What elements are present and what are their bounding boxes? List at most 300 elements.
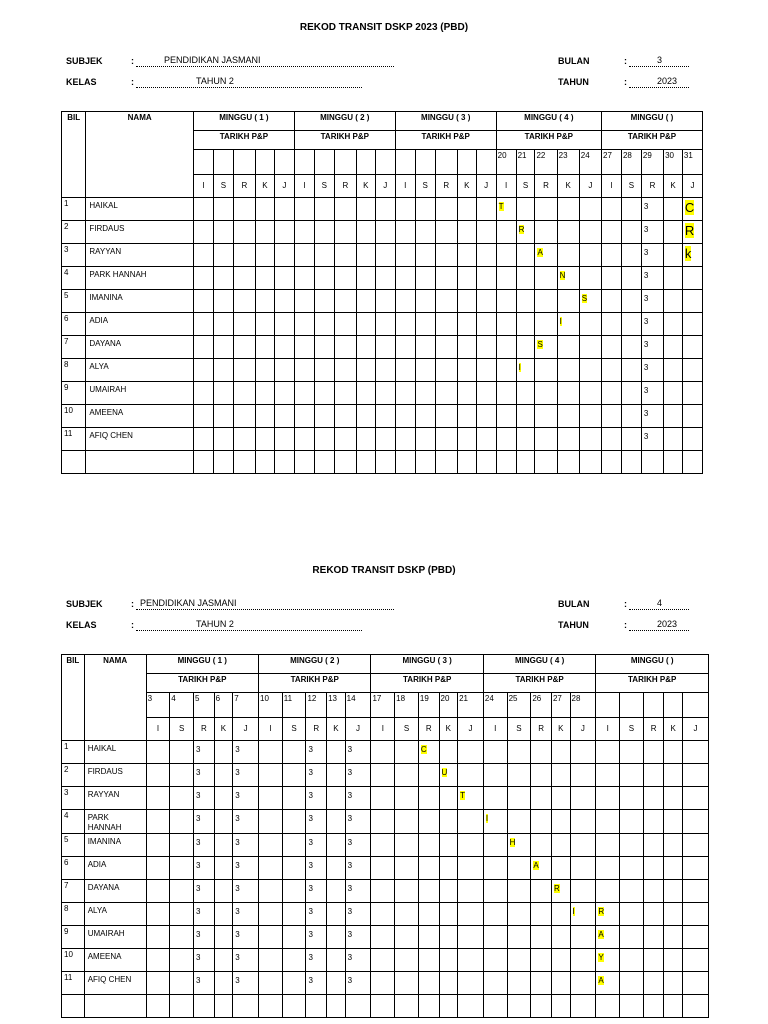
mark-cell[interactable] xyxy=(294,267,314,290)
mark-cell[interactable] xyxy=(213,382,233,405)
mark-cell[interactable] xyxy=(146,787,170,810)
mark-cell[interactable] xyxy=(621,382,641,405)
mark-cell[interactable] xyxy=(682,741,708,764)
mark-cell[interactable] xyxy=(507,741,531,764)
mark-cell[interactable] xyxy=(146,880,170,903)
mark-cell[interactable] xyxy=(395,244,415,267)
mark-cell[interactable] xyxy=(213,290,233,313)
mark-cell[interactable] xyxy=(327,949,346,972)
mark-cell[interactable] xyxy=(418,857,439,880)
mark-cell[interactable] xyxy=(334,221,356,244)
mark-cell[interactable] xyxy=(641,313,663,336)
empty-cell[interactable] xyxy=(664,451,683,474)
mark-cell[interactable] xyxy=(334,198,356,221)
mark-cell[interactable] xyxy=(418,972,439,995)
mark-cell[interactable] xyxy=(579,382,601,405)
mark-cell[interactable] xyxy=(457,313,476,336)
mark-cell[interactable] xyxy=(439,810,458,834)
mark-cell[interactable] xyxy=(439,903,458,926)
mark-cell[interactable] xyxy=(194,857,215,880)
mark-cell[interactable] xyxy=(371,903,395,926)
mark-cell[interactable] xyxy=(496,336,516,359)
mark-cell[interactable] xyxy=(193,290,213,313)
mark-cell[interactable] xyxy=(418,949,439,972)
mark-cell[interactable] xyxy=(233,290,255,313)
mark-cell[interactable] xyxy=(375,428,395,451)
mark-cell[interactable] xyxy=(345,972,371,995)
mark-cell[interactable] xyxy=(641,198,663,221)
mark-cell[interactable] xyxy=(664,764,683,787)
empty-cell[interactable] xyxy=(570,995,596,1018)
empty-cell[interactable] xyxy=(62,451,86,474)
mark-cell[interactable] xyxy=(457,198,476,221)
mark-cell[interactable] xyxy=(551,787,570,810)
mark-cell[interactable] xyxy=(641,405,663,428)
mark-cell[interactable] xyxy=(395,880,419,903)
mark-cell[interactable] xyxy=(531,972,552,995)
mark-cell[interactable] xyxy=(496,244,516,267)
mark-cell[interactable] xyxy=(334,244,356,267)
mark-cell[interactable] xyxy=(664,382,683,405)
mark-cell[interactable] xyxy=(621,405,641,428)
mark-cell[interactable] xyxy=(682,903,708,926)
mark-cell[interactable] xyxy=(327,926,346,949)
mark-cell[interactable] xyxy=(274,221,294,244)
mark-cell[interactable] xyxy=(214,764,233,787)
mark-cell[interactable] xyxy=(551,949,570,972)
mark-cell[interactable] xyxy=(570,741,596,764)
mark-cell[interactable] xyxy=(664,972,683,995)
mark-cell[interactable] xyxy=(682,834,708,857)
mark-cell[interactable] xyxy=(664,267,683,290)
mark-cell[interactable] xyxy=(193,405,213,428)
mark-cell[interactable] xyxy=(551,741,570,764)
empty-cell[interactable] xyxy=(214,995,233,1018)
mark-cell[interactable] xyxy=(170,764,194,787)
mark-cell[interactable] xyxy=(415,221,435,244)
mark-cell[interactable] xyxy=(418,834,439,857)
mark-cell[interactable] xyxy=(418,903,439,926)
mark-cell[interactable] xyxy=(146,834,170,857)
empty-cell[interactable] xyxy=(418,995,439,1018)
mark-cell[interactable] xyxy=(579,244,601,267)
mark-cell[interactable] xyxy=(602,359,622,382)
empty-cell[interactable] xyxy=(621,451,641,474)
mark-cell[interactable] xyxy=(664,244,683,267)
mark-cell[interactable] xyxy=(557,313,579,336)
mark-cell[interactable] xyxy=(213,267,233,290)
empty-cell[interactable] xyxy=(62,995,85,1018)
mark-cell[interactable] xyxy=(435,267,457,290)
empty-cell[interactable] xyxy=(457,451,476,474)
mark-cell[interactable] xyxy=(294,382,314,405)
mark-cell[interactable] xyxy=(395,313,415,336)
mark-cell[interactable] xyxy=(327,834,346,857)
mark-cell[interactable] xyxy=(294,359,314,382)
mark-cell[interactable] xyxy=(213,198,233,221)
mark-cell[interactable] xyxy=(621,428,641,451)
mark-cell[interactable] xyxy=(458,972,484,995)
mark-cell[interactable] xyxy=(507,787,531,810)
mark-cell[interactable] xyxy=(570,880,596,903)
mark-cell[interactable] xyxy=(259,810,283,834)
mark-cell[interactable] xyxy=(194,741,215,764)
mark-cell[interactable] xyxy=(193,359,213,382)
mark-cell[interactable] xyxy=(371,949,395,972)
mark-cell[interactable] xyxy=(256,313,275,336)
mark-cell[interactable] xyxy=(551,834,570,857)
empty-cell[interactable] xyxy=(620,995,644,1018)
mark-cell[interactable] xyxy=(170,810,194,834)
empty-cell[interactable] xyxy=(345,995,371,1018)
mark-cell[interactable] xyxy=(345,834,371,857)
mark-cell[interactable] xyxy=(535,267,557,290)
mark-cell[interactable] xyxy=(213,313,233,336)
mark-cell[interactable] xyxy=(439,741,458,764)
mark-cell[interactable] xyxy=(439,787,458,810)
mark-cell[interactable] xyxy=(507,810,531,834)
mark-cell[interactable] xyxy=(507,972,531,995)
mark-cell[interactable] xyxy=(146,903,170,926)
mark-cell[interactable] xyxy=(371,972,395,995)
mark-cell[interactable] xyxy=(314,198,334,221)
mark-cell[interactable] xyxy=(643,903,664,926)
mark-cell[interactable] xyxy=(483,741,507,764)
empty-cell[interactable] xyxy=(193,451,213,474)
mark-cell[interactable] xyxy=(570,903,596,926)
mark-cell[interactable] xyxy=(395,949,419,972)
mark-cell[interactable] xyxy=(334,267,356,290)
mark-cell[interactable] xyxy=(214,880,233,903)
mark-cell[interactable] xyxy=(664,221,683,244)
mark-cell[interactable] xyxy=(282,926,306,949)
mark-cell[interactable] xyxy=(213,244,233,267)
empty-cell[interactable] xyxy=(334,451,356,474)
mark-cell[interactable] xyxy=(214,741,233,764)
mark-cell[interactable] xyxy=(643,857,664,880)
mark-cell[interactable] xyxy=(146,764,170,787)
mark-cell[interactable] xyxy=(596,764,620,787)
empty-cell[interactable] xyxy=(274,451,294,474)
mark-cell[interactable] xyxy=(579,405,601,428)
mark-cell[interactable] xyxy=(531,787,552,810)
mark-cell[interactable] xyxy=(496,405,516,428)
mark-cell[interactable] xyxy=(551,972,570,995)
mark-cell[interactable] xyxy=(233,267,255,290)
mark-cell[interactable] xyxy=(170,880,194,903)
mark-cell[interactable] xyxy=(306,949,327,972)
mark-cell[interactable] xyxy=(345,880,371,903)
mark-cell[interactable] xyxy=(535,359,557,382)
mark-cell[interactable] xyxy=(194,834,215,857)
empty-cell[interactable] xyxy=(259,995,283,1018)
empty-cell[interactable] xyxy=(294,451,314,474)
mark-cell[interactable] xyxy=(476,359,496,382)
mark-cell[interactable] xyxy=(233,221,255,244)
mark-cell[interactable] xyxy=(496,221,516,244)
mark-cell[interactable] xyxy=(415,290,435,313)
mark-cell[interactable] xyxy=(146,741,170,764)
mark-cell[interactable] xyxy=(282,764,306,787)
mark-cell[interactable] xyxy=(531,880,552,903)
mark-cell[interactable] xyxy=(334,313,356,336)
mark-cell[interactable] xyxy=(213,359,233,382)
mark-cell[interactable] xyxy=(457,405,476,428)
empty-cell[interactable] xyxy=(496,451,516,474)
mark-cell[interactable] xyxy=(233,880,259,903)
mark-cell[interactable] xyxy=(458,857,484,880)
mark-cell[interactable] xyxy=(375,244,395,267)
mark-cell[interactable] xyxy=(483,949,507,972)
mark-cell[interactable] xyxy=(371,787,395,810)
mark-cell[interactable] xyxy=(233,787,259,810)
mark-cell[interactable] xyxy=(259,787,283,810)
mark-cell[interactable] xyxy=(579,428,601,451)
mark-cell[interactable] xyxy=(327,972,346,995)
mark-cell[interactable] xyxy=(170,972,194,995)
mark-cell[interactable] xyxy=(375,198,395,221)
empty-cell[interactable] xyxy=(507,995,531,1018)
mark-cell[interactable] xyxy=(439,857,458,880)
mark-cell[interactable] xyxy=(233,810,259,834)
mark-cell[interactable] xyxy=(496,290,516,313)
empty-cell[interactable] xyxy=(84,995,146,1018)
mark-cell[interactable] xyxy=(535,336,557,359)
mark-cell[interactable] xyxy=(596,926,620,949)
mark-cell[interactable] xyxy=(194,949,215,972)
mark-cell[interactable] xyxy=(458,787,484,810)
mark-cell[interactable] xyxy=(643,741,664,764)
empty-cell[interactable] xyxy=(641,451,663,474)
mark-cell[interactable] xyxy=(214,857,233,880)
mark-cell[interactable] xyxy=(551,880,570,903)
mark-cell[interactable] xyxy=(259,903,283,926)
mark-cell[interactable] xyxy=(375,267,395,290)
mark-cell[interactable] xyxy=(483,787,507,810)
mark-cell[interactable] xyxy=(435,359,457,382)
mark-cell[interactable] xyxy=(274,198,294,221)
mark-cell[interactable] xyxy=(233,428,255,451)
mark-cell[interactable] xyxy=(395,857,419,880)
mark-cell[interactable] xyxy=(531,741,552,764)
mark-cell[interactable] xyxy=(620,741,644,764)
empty-cell[interactable] xyxy=(682,995,708,1018)
mark-cell[interactable] xyxy=(194,972,215,995)
mark-cell[interactable] xyxy=(682,857,708,880)
mark-cell[interactable] xyxy=(557,244,579,267)
mark-cell[interactable] xyxy=(516,382,535,405)
mark-cell[interactable] xyxy=(233,313,255,336)
mark-cell[interactable] xyxy=(596,787,620,810)
mark-cell[interactable] xyxy=(664,857,683,880)
mark-cell[interactable] xyxy=(664,428,683,451)
mark-cell[interactable] xyxy=(194,787,215,810)
mark-cell[interactable] xyxy=(345,741,371,764)
mark-cell[interactable] xyxy=(570,787,596,810)
mark-cell[interactable] xyxy=(327,741,346,764)
mark-cell[interactable] xyxy=(643,787,664,810)
mark-cell[interactable] xyxy=(664,880,683,903)
empty-cell[interactable] xyxy=(557,451,579,474)
mark-cell[interactable] xyxy=(557,267,579,290)
mark-cell[interactable] xyxy=(531,834,552,857)
mark-cell[interactable] xyxy=(531,857,552,880)
mark-cell[interactable] xyxy=(233,857,259,880)
mark-cell[interactable] xyxy=(274,428,294,451)
mark-cell[interactable] xyxy=(306,972,327,995)
mark-cell[interactable] xyxy=(620,810,644,834)
mark-cell[interactable] xyxy=(458,949,484,972)
mark-cell[interactable] xyxy=(314,359,334,382)
mark-cell[interactable] xyxy=(496,382,516,405)
mark-cell[interactable] xyxy=(682,198,702,221)
mark-cell[interactable] xyxy=(415,405,435,428)
mark-cell[interactable] xyxy=(306,787,327,810)
mark-cell[interactable] xyxy=(620,787,644,810)
mark-cell[interactable] xyxy=(458,880,484,903)
mark-cell[interactable] xyxy=(327,787,346,810)
mark-cell[interactable] xyxy=(643,880,664,903)
mark-cell[interactable] xyxy=(579,336,601,359)
mark-cell[interactable] xyxy=(395,428,415,451)
mark-cell[interactable] xyxy=(682,313,702,336)
mark-cell[interactable] xyxy=(259,880,283,903)
mark-cell[interactable] xyxy=(356,428,375,451)
mark-cell[interactable] xyxy=(415,313,435,336)
mark-cell[interactable] xyxy=(476,313,496,336)
mark-cell[interactable] xyxy=(356,336,375,359)
mark-cell[interactable] xyxy=(507,903,531,926)
mark-cell[interactable] xyxy=(643,834,664,857)
mark-cell[interactable] xyxy=(371,880,395,903)
empty-cell[interactable] xyxy=(602,451,622,474)
mark-cell[interactable] xyxy=(418,926,439,949)
mark-cell[interactable] xyxy=(682,949,708,972)
mark-cell[interactable] xyxy=(620,834,644,857)
empty-cell[interactable] xyxy=(194,995,215,1018)
mark-cell[interactable] xyxy=(483,764,507,787)
empty-cell[interactable] xyxy=(256,451,275,474)
mark-cell[interactable] xyxy=(233,336,255,359)
mark-cell[interactable] xyxy=(483,972,507,995)
mark-cell[interactable] xyxy=(457,267,476,290)
mark-cell[interactable] xyxy=(294,428,314,451)
mark-cell[interactable] xyxy=(435,382,457,405)
mark-cell[interactable] xyxy=(415,198,435,221)
mark-cell[interactable] xyxy=(457,336,476,359)
mark-cell[interactable] xyxy=(579,198,601,221)
mark-cell[interactable] xyxy=(664,313,683,336)
mark-cell[interactable] xyxy=(356,405,375,428)
mark-cell[interactable] xyxy=(371,857,395,880)
mark-cell[interactable] xyxy=(294,313,314,336)
mark-cell[interactable] xyxy=(557,428,579,451)
mark-cell[interactable] xyxy=(458,926,484,949)
mark-cell[interactable] xyxy=(664,787,683,810)
mark-cell[interactable] xyxy=(516,244,535,267)
mark-cell[interactable] xyxy=(476,405,496,428)
mark-cell[interactable] xyxy=(483,880,507,903)
mark-cell[interactable] xyxy=(682,336,702,359)
mark-cell[interactable] xyxy=(476,428,496,451)
mark-cell[interactable] xyxy=(551,903,570,926)
mark-cell[interactable] xyxy=(682,926,708,949)
mark-cell[interactable] xyxy=(682,359,702,382)
mark-cell[interactable] xyxy=(535,244,557,267)
empty-cell[interactable] xyxy=(458,995,484,1018)
empty-cell[interactable] xyxy=(476,451,496,474)
mark-cell[interactable] xyxy=(458,764,484,787)
mark-cell[interactable] xyxy=(314,428,334,451)
mark-cell[interactable] xyxy=(306,834,327,857)
mark-cell[interactable] xyxy=(214,972,233,995)
mark-cell[interactable] xyxy=(345,810,371,834)
mark-cell[interactable] xyxy=(395,359,415,382)
mark-cell[interactable] xyxy=(214,810,233,834)
mark-cell[interactable] xyxy=(282,880,306,903)
mark-cell[interactable] xyxy=(621,313,641,336)
mark-cell[interactable] xyxy=(602,198,622,221)
empty-cell[interactable] xyxy=(516,451,535,474)
mark-cell[interactable] xyxy=(375,382,395,405)
mark-cell[interactable] xyxy=(193,382,213,405)
empty-cell[interactable] xyxy=(643,995,664,1018)
empty-cell[interactable] xyxy=(596,995,620,1018)
empty-cell[interactable] xyxy=(535,451,557,474)
mark-cell[interactable] xyxy=(641,290,663,313)
mark-cell[interactable] xyxy=(516,359,535,382)
mark-cell[interactable] xyxy=(395,267,415,290)
mark-cell[interactable] xyxy=(314,313,334,336)
mark-cell[interactable] xyxy=(664,834,683,857)
mark-cell[interactable] xyxy=(458,810,484,834)
mark-cell[interactable] xyxy=(282,949,306,972)
mark-cell[interactable] xyxy=(170,857,194,880)
mark-cell[interactable] xyxy=(551,764,570,787)
empty-cell[interactable] xyxy=(551,995,570,1018)
mark-cell[interactable] xyxy=(256,267,275,290)
mark-cell[interactable] xyxy=(418,764,439,787)
mark-cell[interactable] xyxy=(682,764,708,787)
mark-cell[interactable] xyxy=(531,810,552,834)
mark-cell[interactable] xyxy=(214,903,233,926)
mark-cell[interactable] xyxy=(483,926,507,949)
mark-cell[interactable] xyxy=(620,926,644,949)
mark-cell[interactable] xyxy=(274,244,294,267)
mark-cell[interactable] xyxy=(193,221,213,244)
mark-cell[interactable] xyxy=(356,359,375,382)
mark-cell[interactable] xyxy=(282,834,306,857)
mark-cell[interactable] xyxy=(621,290,641,313)
mark-cell[interactable] xyxy=(516,290,535,313)
mark-cell[interactable] xyxy=(213,428,233,451)
mark-cell[interactable] xyxy=(476,221,496,244)
mark-cell[interactable] xyxy=(256,244,275,267)
mark-cell[interactable] xyxy=(294,290,314,313)
mark-cell[interactable] xyxy=(233,382,255,405)
mark-cell[interactable] xyxy=(535,428,557,451)
mark-cell[interactable] xyxy=(602,221,622,244)
mark-cell[interactable] xyxy=(507,764,531,787)
mark-cell[interactable] xyxy=(570,857,596,880)
mark-cell[interactable] xyxy=(233,359,255,382)
mark-cell[interactable] xyxy=(496,198,516,221)
mark-cell[interactable] xyxy=(395,787,419,810)
mark-cell[interactable] xyxy=(415,244,435,267)
mark-cell[interactable] xyxy=(596,834,620,857)
mark-cell[interactable] xyxy=(483,903,507,926)
empty-cell[interactable] xyxy=(86,451,194,474)
